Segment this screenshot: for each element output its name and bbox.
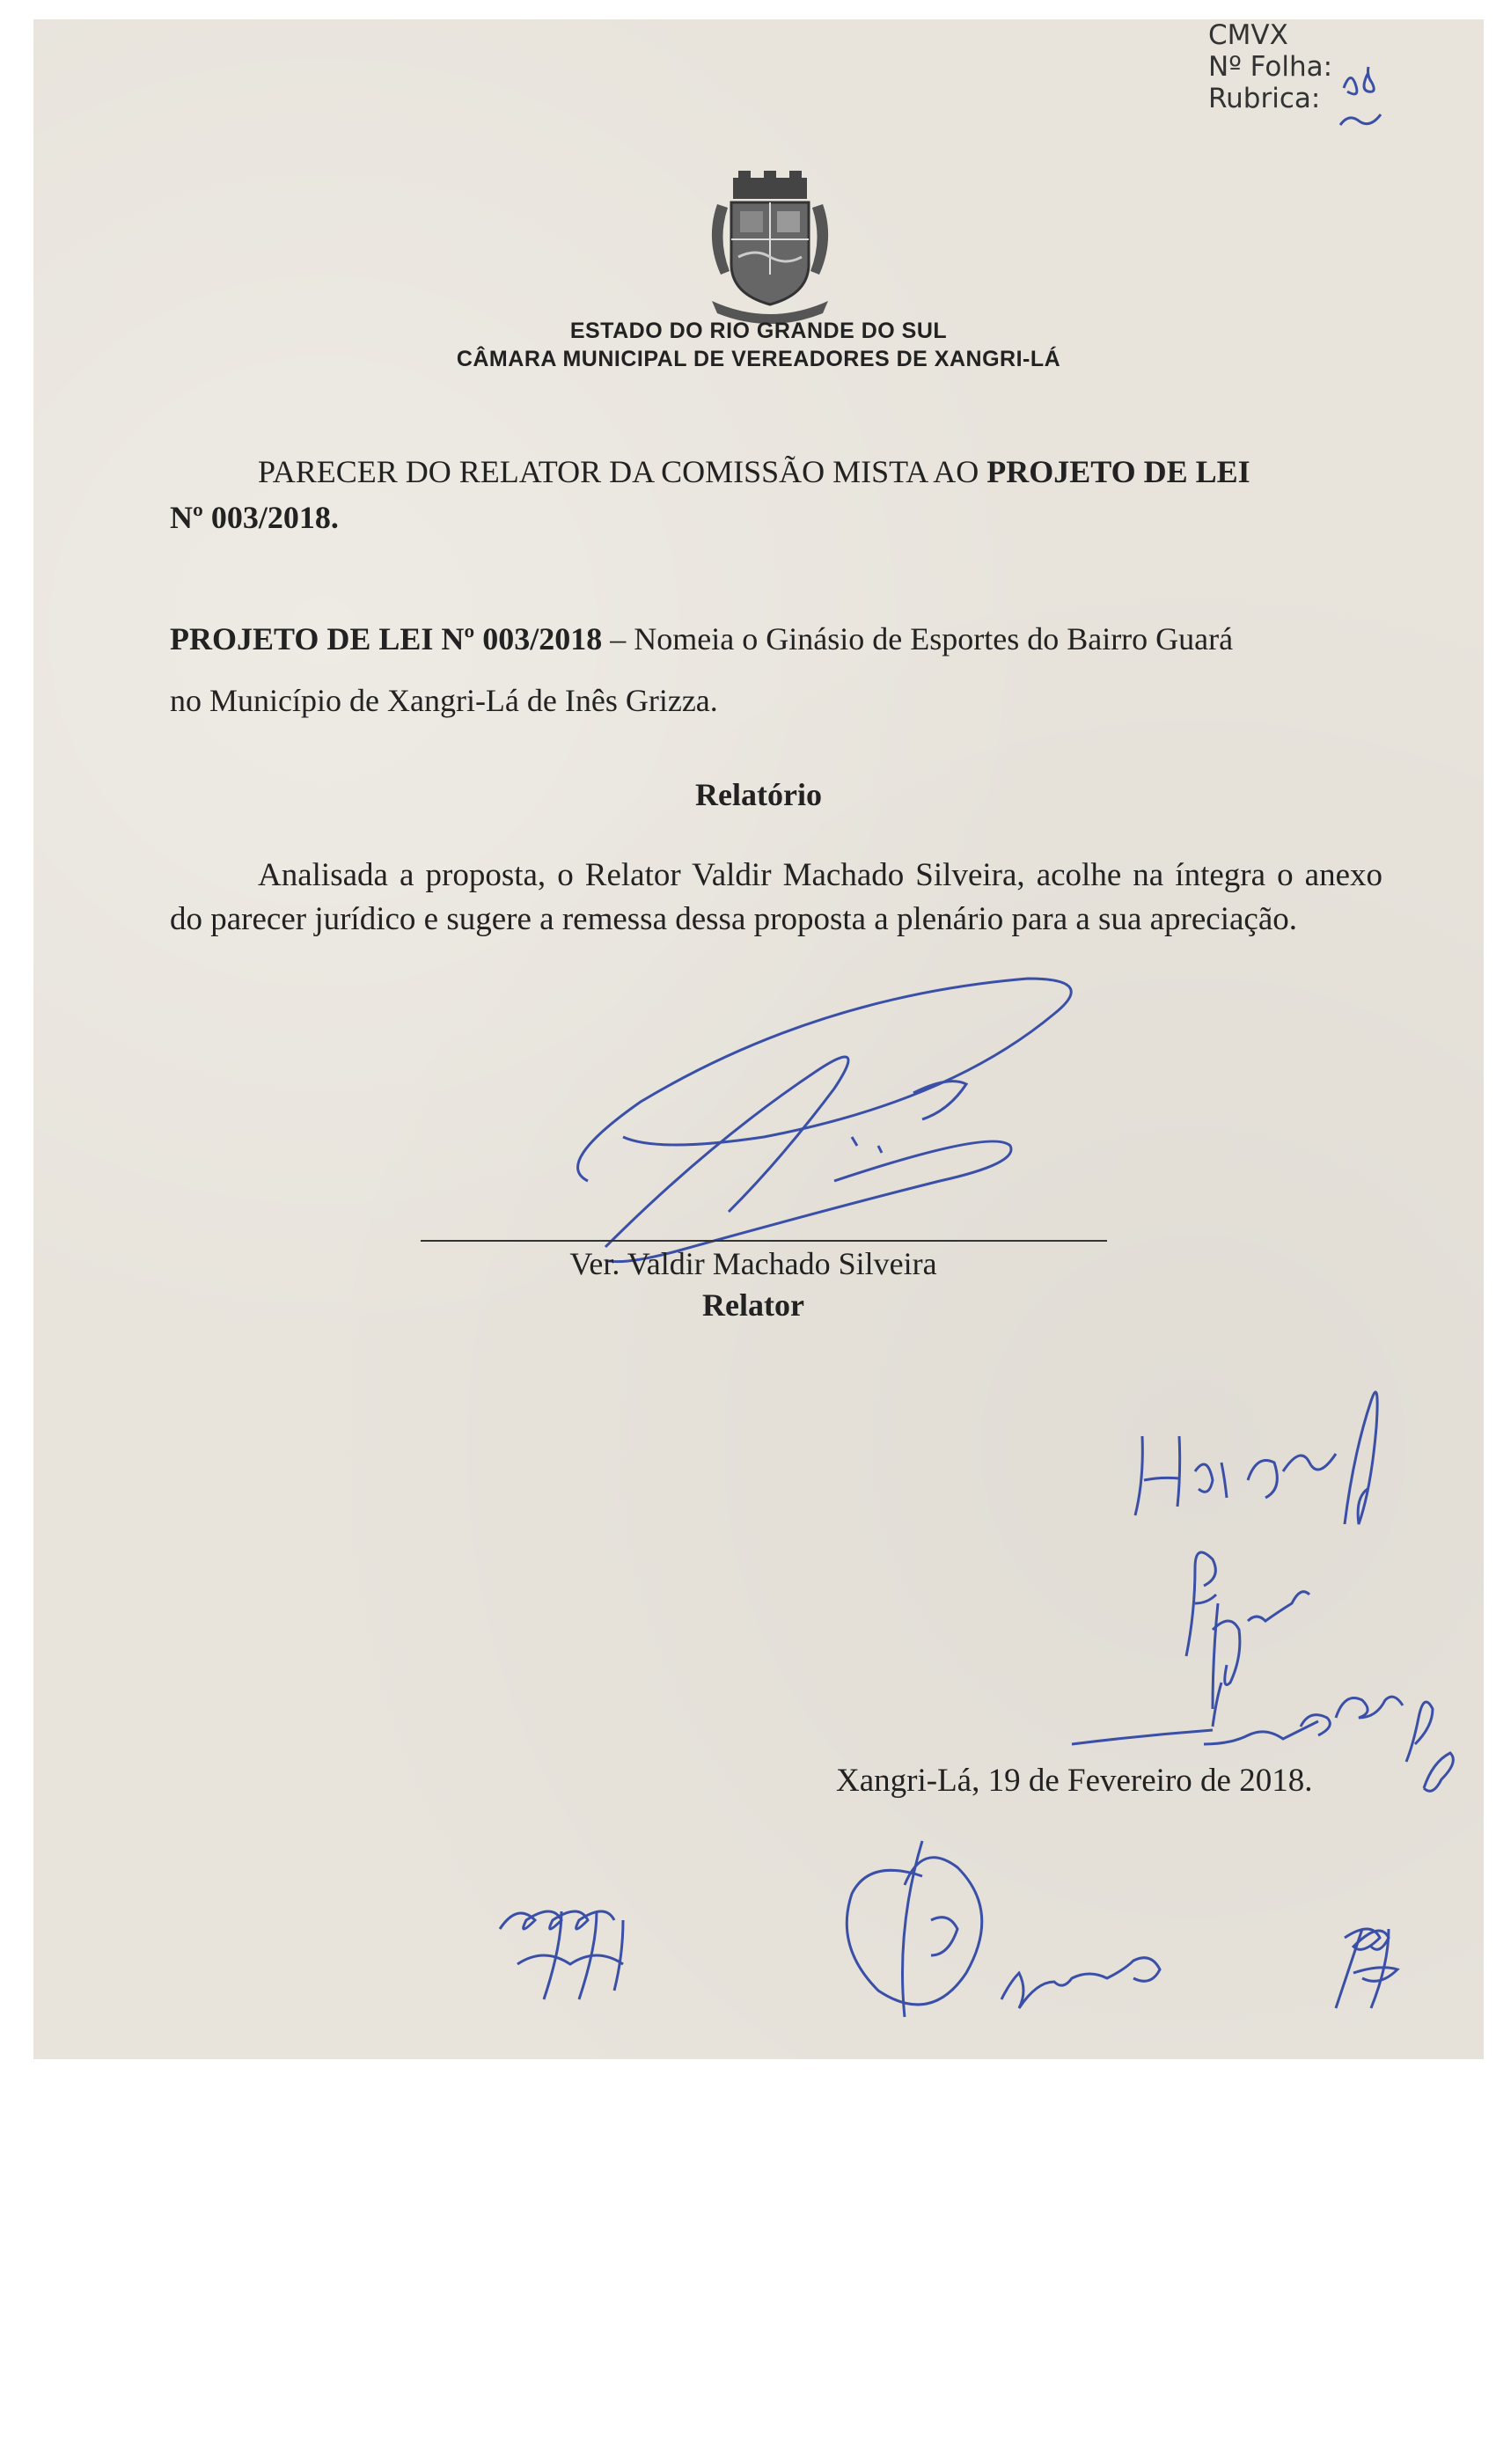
title-bold: PROJETO DE LEI: [986, 454, 1250, 489]
committee-signature-4-icon: [500, 1911, 623, 1999]
committee-signature-6-icon: [1336, 1929, 1397, 2008]
signature-line: [421, 1240, 1107, 1242]
signatory-name: Ver. Valdir Machado Silveira: [569, 1246, 937, 1281]
header-state: ESTADO DO RIO GRANDE DO SUL: [569, 319, 948, 343]
header-chamber: CÂMARA MUNICIPAL DE VEREADORES DE XANGRI-LÁ: [456, 347, 1061, 371]
page-mark-icon: [1424, 1753, 1453, 1791]
committee-signature-5-icon: [847, 1841, 1160, 2017]
project-desc-line1: – Nomeia o Ginásio de Esportes do Bairro Guará: [602, 621, 1234, 656]
signatory-role: Relator: [702, 1287, 804, 1323]
document-page: [33, 19, 1484, 2059]
document-title-line2: Nº 003/2018.: [170, 500, 339, 535]
committee-signature-2-icon: [1186, 1552, 1309, 1709]
section-heading: Relatório: [695, 777, 822, 812]
project-line1: [170, 620, 1233, 657]
municipal-coat-of-arms-icon: [700, 169, 840, 327]
stamp-org: CMVX: [1208, 19, 1288, 51]
committee-signature-3-icon: [1072, 1683, 1433, 1762]
stamp-folha-label: Nº Folha:: [1208, 51, 1333, 83]
document-title-line1: [258, 453, 1250, 490]
title-prefix: PARECER DO RELATOR DA COMISSÃO MISTA AO: [258, 454, 979, 489]
date-line: Xangri-Lá, 19 de Fevereiro de 2018.: [836, 1763, 1313, 1799]
stamp-handwriting-icon: [1333, 37, 1395, 134]
committee-signature-1-icon: [1135, 1392, 1377, 1524]
stamp-rubrica-label: Rubrica:: [1208, 83, 1321, 114]
relator-signature-icon: [578, 979, 1072, 1262]
project-number: PROJETO DE LEI Nº 003/2018: [170, 621, 603, 656]
report-paragraph: Analisada a proposta, o Relator Valdir Machado Silveira, acolhe na íntegra o anexo do parecer jurídico e sugere a remessa dessa proposta a plenário para a sua apreciação.: [170, 857, 1382, 937]
project-desc-line2: no Município de Xangri-Lá de Inês Grizza.: [170, 683, 718, 718]
folha-stamp: [1208, 19, 1332, 114]
